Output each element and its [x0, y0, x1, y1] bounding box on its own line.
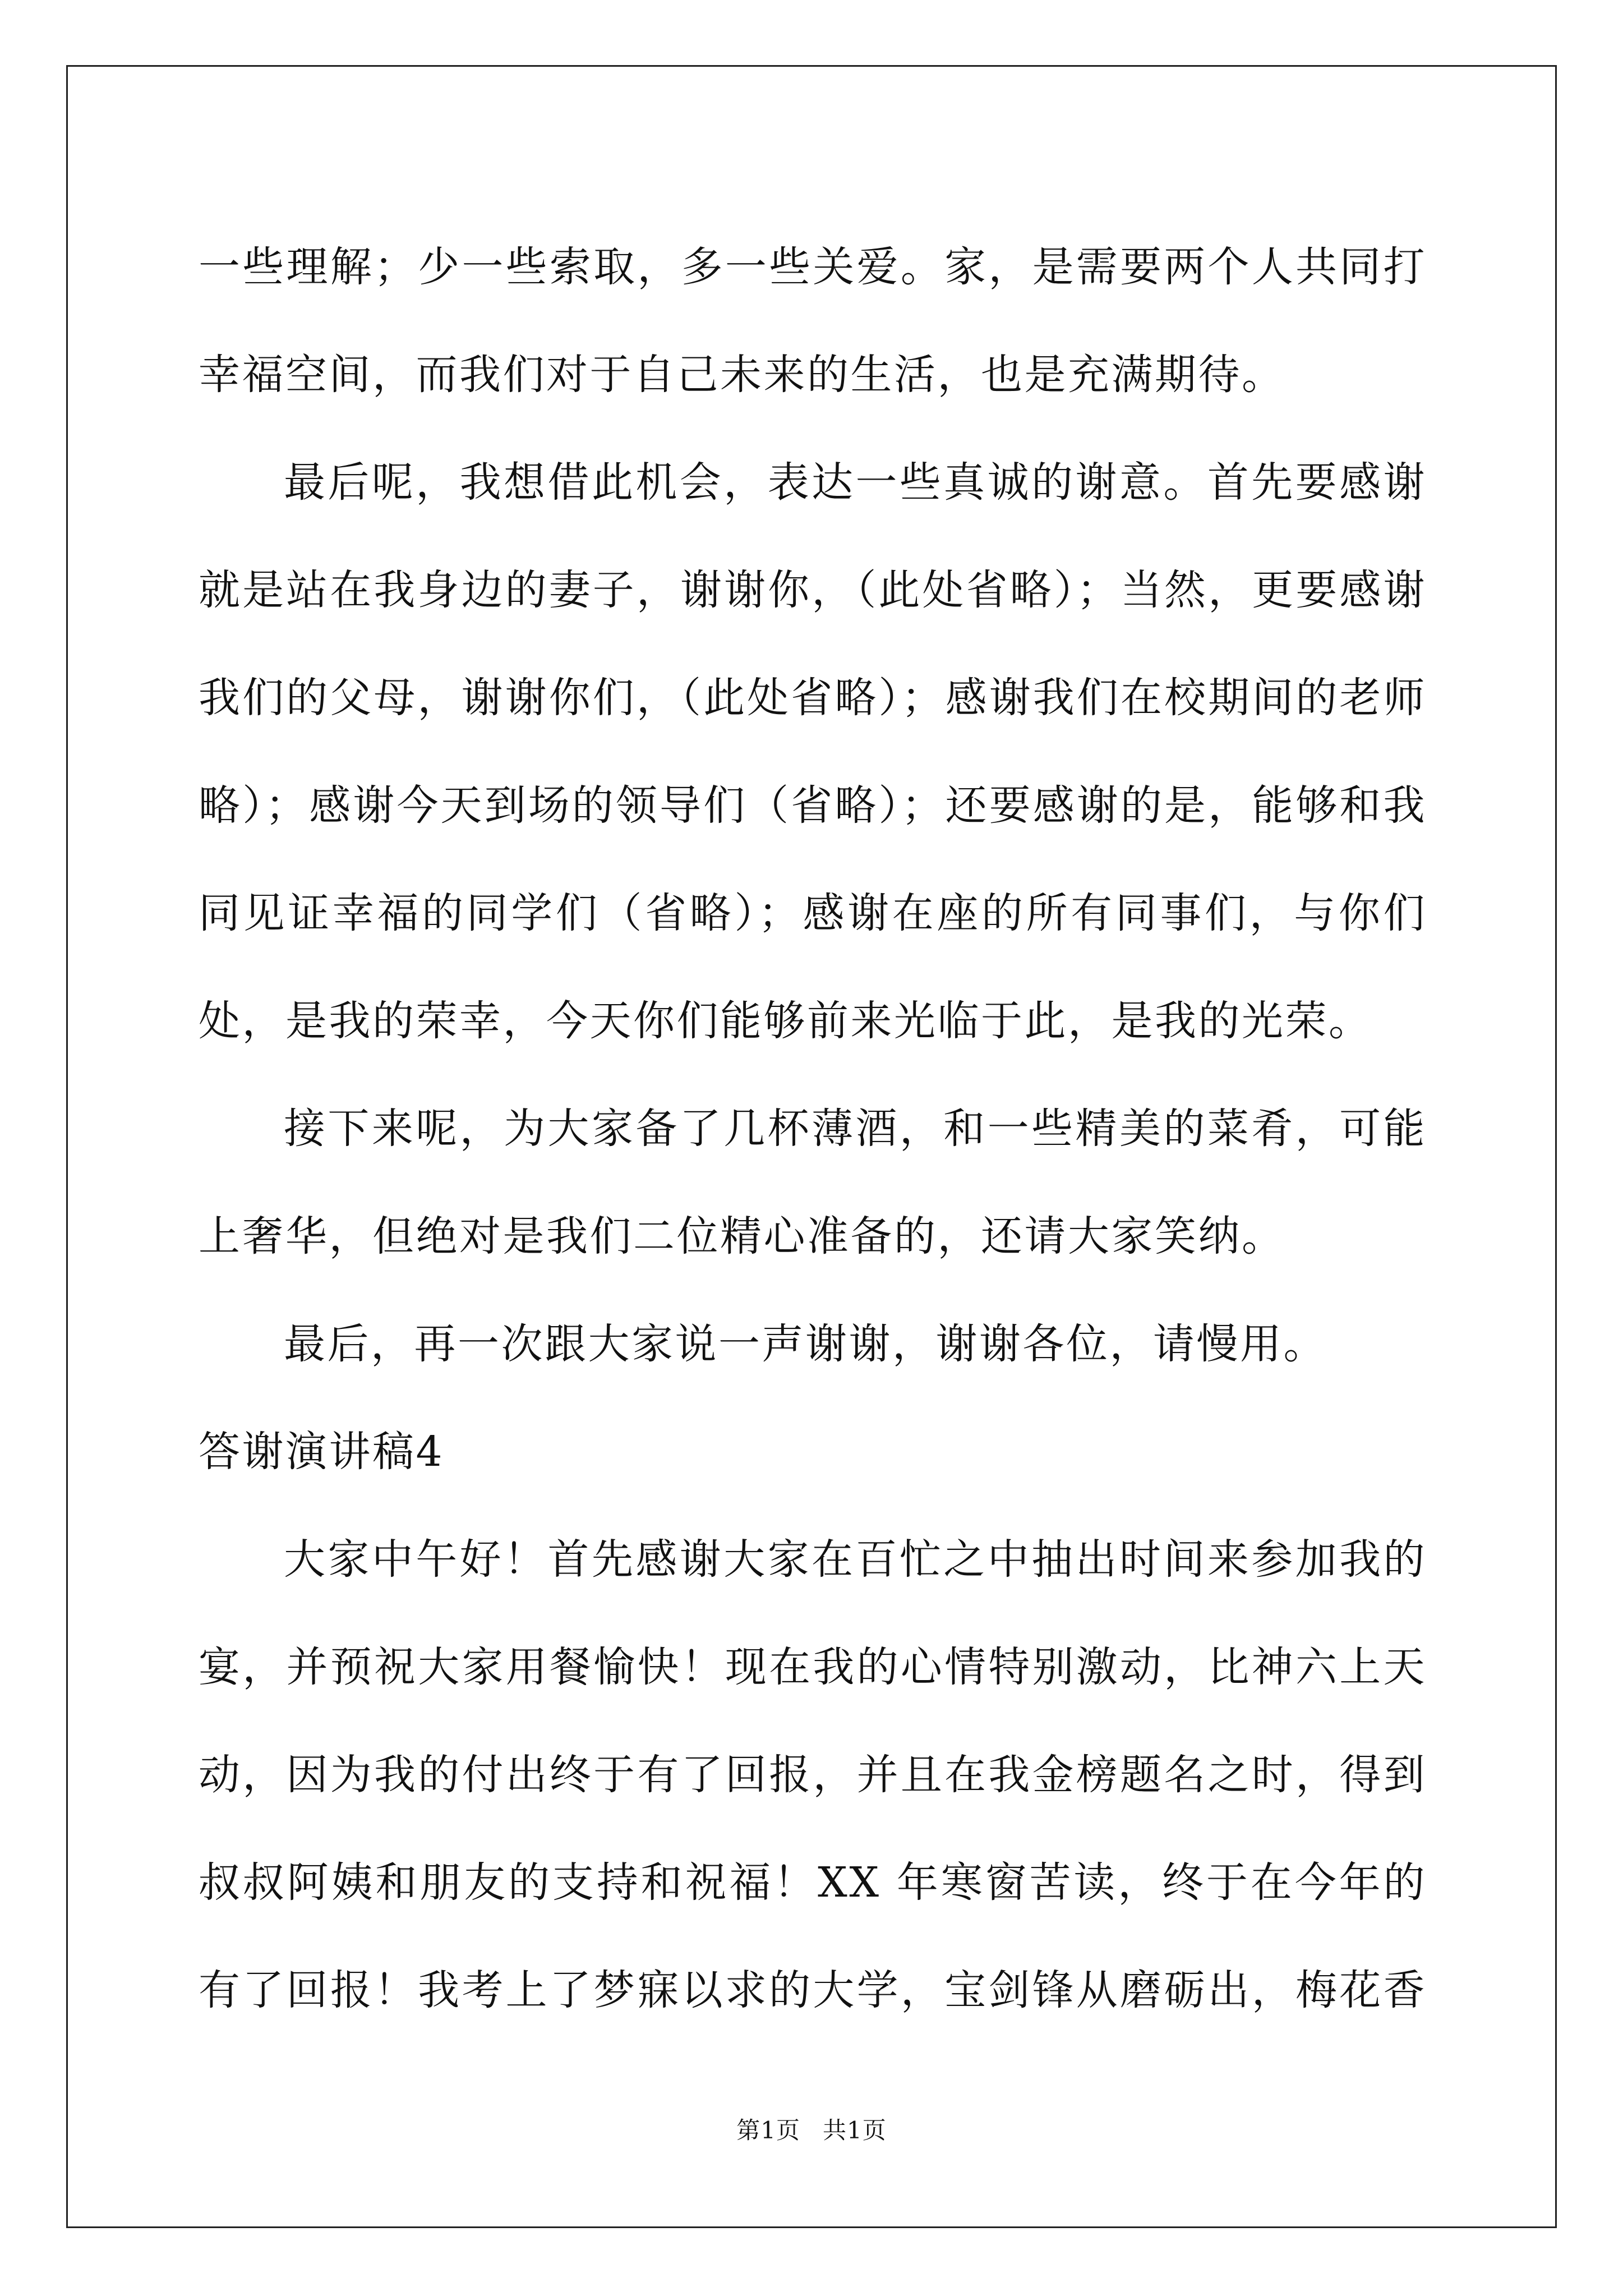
- text-line: 略）；感谢今天到场的领导们（省略）；还要感谢的是，能够和我: [199, 781, 1427, 830]
- text-line: 同见证幸福的同学们（省略）；感谢在座的所有同事们，与你们: [199, 889, 1427, 937]
- paragraph-block-1: [199, 213, 1427, 1398]
- page-number: 第1页: [736, 2116, 800, 2144]
- text-line: 幸福空间，而我们对于自己未来的生活，也是充满期待。: [199, 351, 1285, 399]
- text-line: 动，因为我的付出终于有了回报，并且在我金榜题名之时，得到: [199, 1751, 1427, 1799]
- text-line: 我们的父母，谢谢你们，（此处省略）；感谢我们在校期间的老师: [199, 674, 1427, 722]
- document-body: [199, 213, 1427, 2044]
- text-line: 大家中午好！首先感谢大家在百忙之中抽出时间来参加我的: [284, 1535, 1427, 1584]
- text-line: 上奢华，但绝对是我们二位精心准备的，还请大家笑纳。: [199, 1212, 1285, 1260]
- text-line: 宴，并预祝大家用餐愉快！现在我的心情特别激动，比神六上天: [199, 1643, 1427, 1691]
- section-heading: 答谢演讲稿4: [199, 1428, 445, 1476]
- text-line: 一些理解；少一些索取，多一些关爱。家，是需要两个人共同打: [199, 243, 1427, 291]
- text-line: 处，是我的荣幸，今天你们能够前来光临于此，是我的光荣。: [199, 997, 1372, 1045]
- page-footer: [0, 2114, 1623, 2147]
- text-line: 最后呢，我想借此机会，表达一些真诚的谢意。首先要感谢: [284, 458, 1427, 507]
- text-line: 叔叔阿姨和朋友的支持和祝福！XX 年寒窗苦读，终于在今年的: [199, 1858, 1427, 1907]
- text-line: 有了回报！我考上了梦寐以求的大学，宝剑锋从磨砺出，梅花香: [199, 1966, 1427, 2014]
- text-line: 就是站在我身边的妻子，谢谢你，（此处省略）；当然，更要感谢: [199, 566, 1427, 614]
- text-line: 接下来呢，为大家备了几杯薄酒，和一些精美的菜肴，可能: [284, 1105, 1427, 1153]
- paragraph-block-2: [199, 1506, 1427, 2044]
- text-line: 最后，再一次跟大家说一声谢谢，谢谢各位，请慢用。: [284, 1320, 1327, 1368]
- page-total: 共1页: [823, 2116, 887, 2144]
